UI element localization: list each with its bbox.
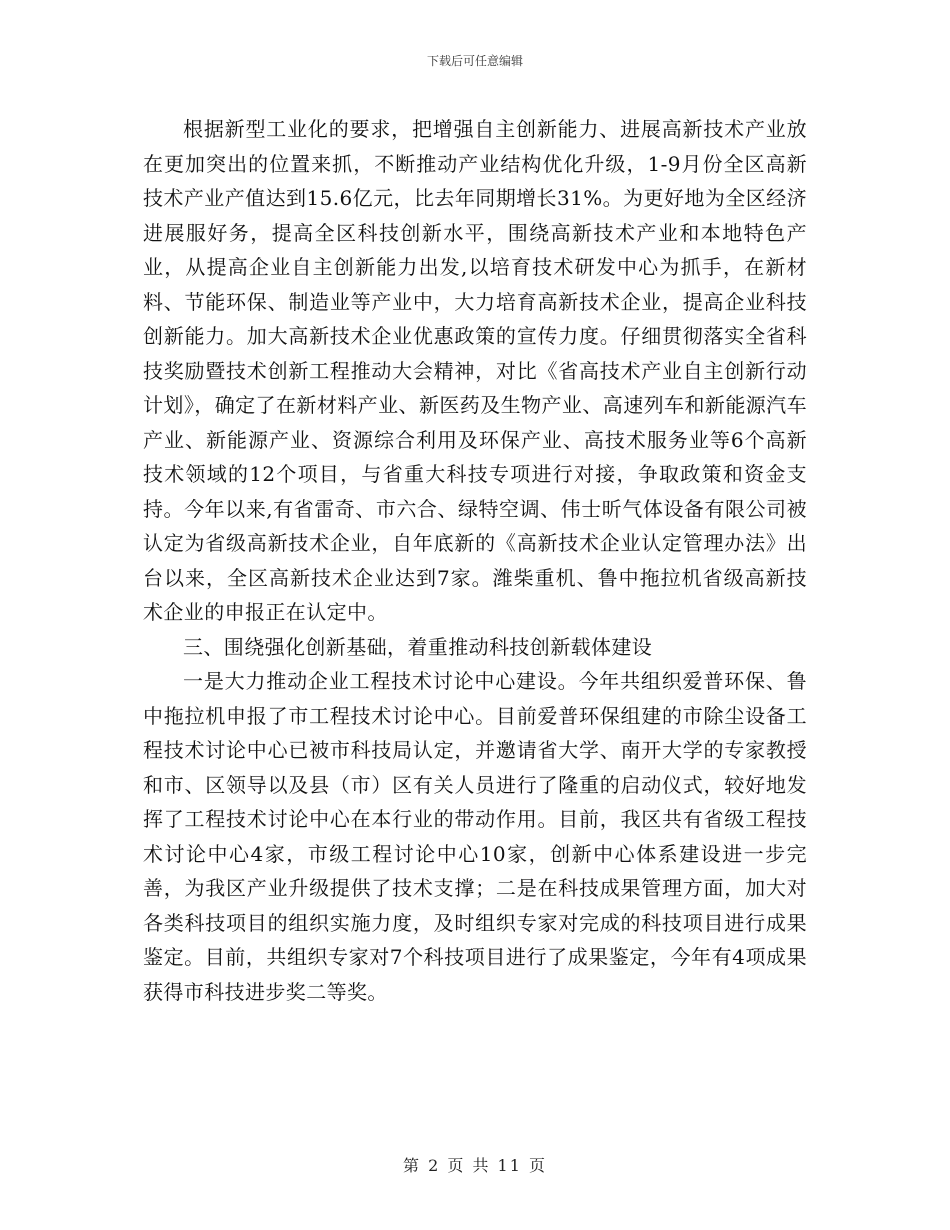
page-header-note: 下载后可任意编辑 [426, 54, 523, 68]
paragraph-hightech-industry: 根据新型工业化的要求，把增强自主创新能力、进展高新技术产业放在更加突出的位置来抓，不断推动产业结构优化升级，1-9月份全区高新技术产业产值达到15.6亿元，比去年同期增长31%。为更好地为全区经济进展服好务，提高全区科技创新水平，围绕高新技术产业和本地特色产业，从提高企业自主创新能力出发,以培育技术研发中心为抓手，在新材料、节能环保、制造业等产业中，大力培育高新技术企业，提高企业科技创新能力。加大高新技术企业优惠政策的宣传力度。仔细贯彻落实全省科技奖励暨技术创新工程推动大会精神，对比《省高技术产业自主创新行动计划》，确定了在新材料产业、新医药及生物产业、高速列车和新能源汽车产业、新能源产业、资源综合利用及环保产业、高技术服务业等6个高新技术领域的12个项目，与省重大科技专项进行对接，争取政策和资金支持。今年以来,有省雷奇、市六合、绿特空调、伟士昕气体设备有限公司被认定为省级高新技术企业，自年底新的《高新技术企业认定管理办法》出台以来，全区高新技术企业达到7家。潍柴重机、鲁中拖拉机省级高新技术企业的申报正在认定中。 [143, 117, 807, 624]
section-heading-innovation-base: 三、围绕强化创新基础，着重推动科技创新载体建设 [183, 634, 653, 659]
page-number: 第 2 页 共 11 页 [403, 1156, 547, 1175]
document-body [143, 112, 807, 1009]
paragraph-engineering-centers: 一是大力推动企业工程技术讨论中心建设。今年共组织爱普环保、鲁中拖拉机申报了市工程技术讨论中心。目前爱普环保组建的市除尘设备工程技术讨论中心已被市科技局认定，并邀请省大学、南开大学的专家教授和市、区领导以及县（市）区有关人员进行了隆重的启动仪式，较好地发挥了工程技术讨论中心在本行业的带动作用。目前，我区共有省级工程技术讨论中心4家，市级工程讨论中心10家，创新中心体系建设进一步完善，为我区产业升级提供了技术支撑；二是在科技成果管理方面，加大对各类科技项目的组织实施力度，及时组织专家对完成的科技项目进行成果鉴定。目前，共组织专家对7个科技项目进行了成果鉴定，今年有4项成果获得市科技进步奖二等奖。 [143, 669, 807, 1004]
